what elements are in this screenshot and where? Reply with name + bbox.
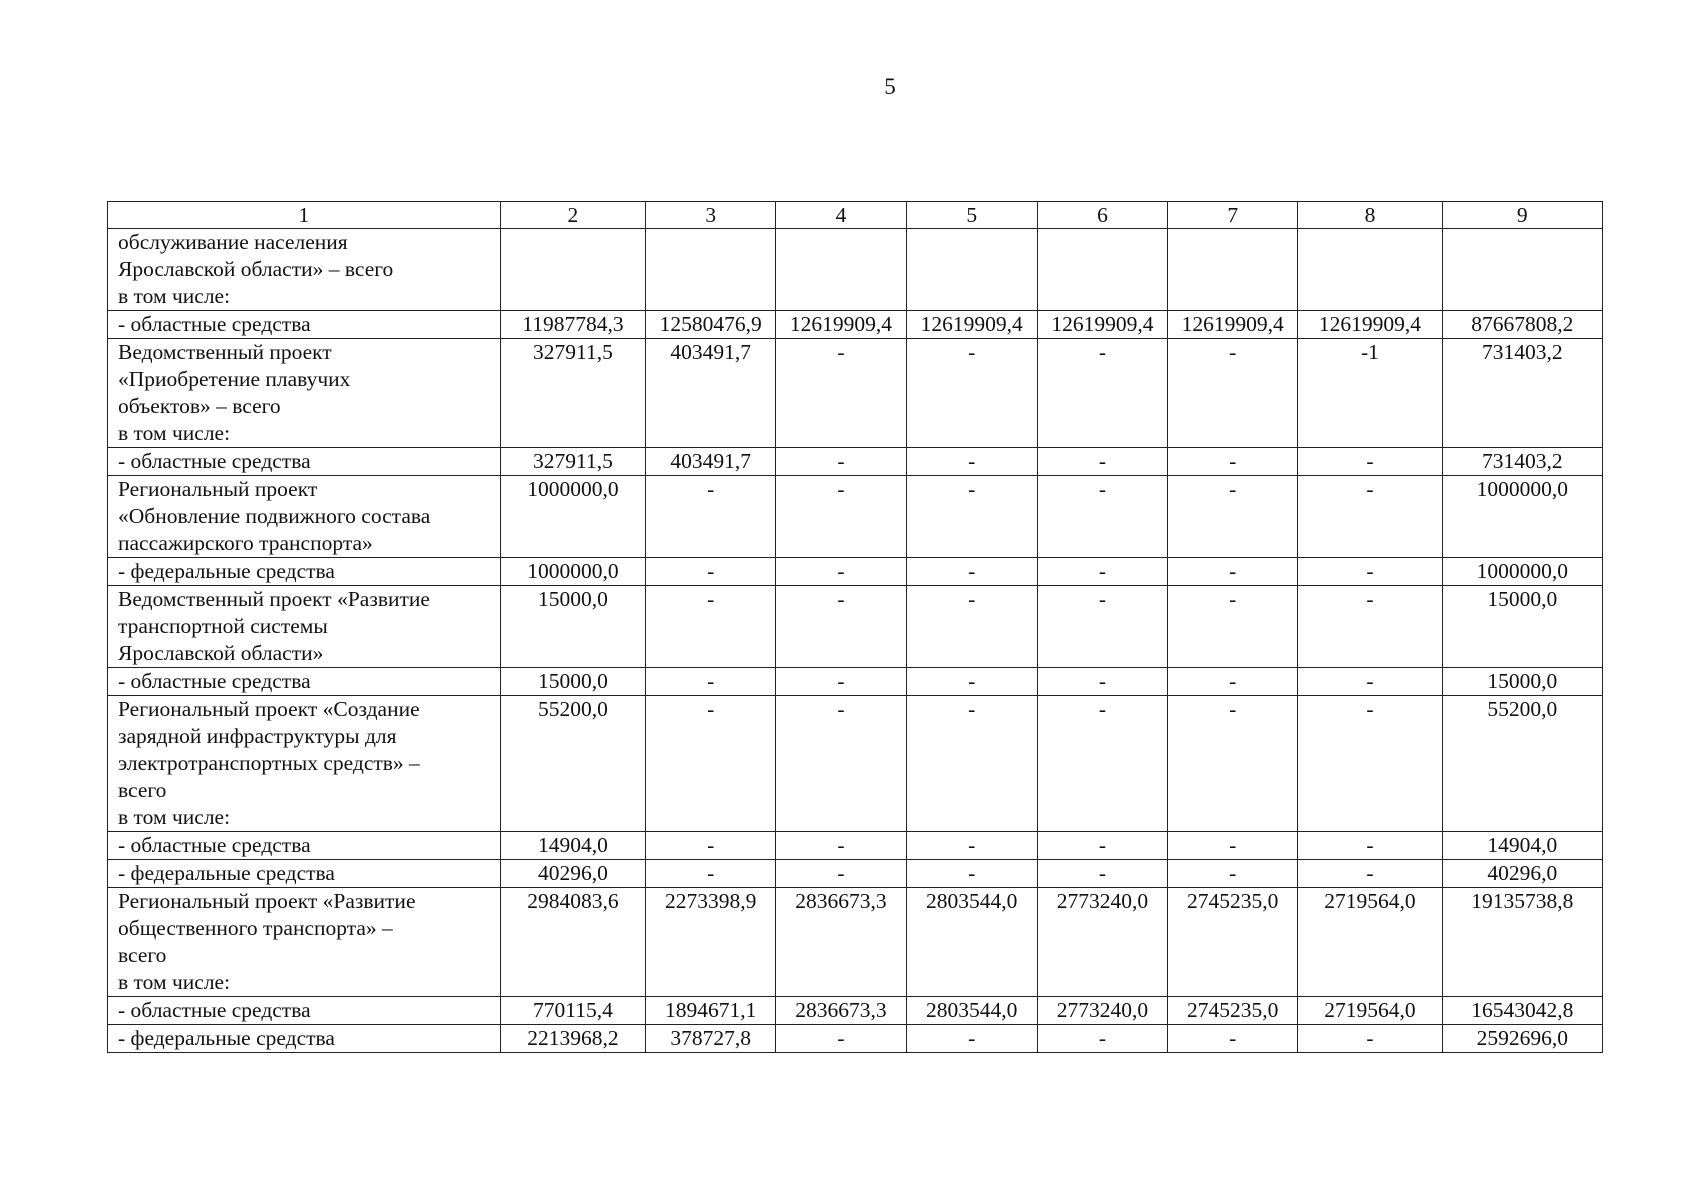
value-cell: - [1298,1025,1442,1053]
budget-table [107,201,1603,1053]
value-cell [646,229,776,311]
value-cell: 2773240,0 [1037,997,1167,1025]
value-cell: - [646,860,776,888]
column-header: 9 [1442,202,1602,229]
value-cell: - [1298,448,1442,476]
row-label-line: в том числе: [118,421,231,445]
column-header: 2 [500,202,645,229]
column-header: 7 [1168,202,1298,229]
value-cell: - [776,448,906,476]
value-cell: - [776,586,906,668]
row-label-line: Ярославской области» – всего [118,257,394,281]
value-cell [1037,229,1167,311]
table-row [108,476,1603,558]
table-row [108,311,1603,339]
value-cell [1298,229,1442,311]
table-header-row [108,202,1603,229]
row-label-line: пассажирского транспорта» [118,531,373,555]
row-label [108,1025,501,1053]
row-label-line: - федеральные средства [118,1026,335,1050]
value-cell: 55200,0 [500,696,645,832]
value-cell: 12619909,4 [1298,311,1442,339]
value-cell: - [906,1025,1037,1053]
value-cell: - [1037,448,1167,476]
value-cell: - [776,696,906,832]
value-cell: - [1037,860,1167,888]
value-cell: 1894671,1 [646,997,776,1025]
row-label-line: - областные средства [118,998,311,1022]
row-label-line: Ярославской области» [118,641,324,665]
row-label [108,558,501,586]
value-cell: - [1168,558,1298,586]
column-header: 1 [108,202,501,229]
value-cell: - [1168,448,1298,476]
value-cell: 14904,0 [500,832,645,860]
value-cell: - [1037,696,1167,832]
column-header: 8 [1298,202,1442,229]
value-cell: 16543042,8 [1442,997,1602,1025]
column-header: 6 [1037,202,1167,229]
value-cell: 1000000,0 [500,558,645,586]
value-cell: - [906,339,1037,448]
value-cell: 2273398,9 [646,888,776,997]
table-row [108,997,1603,1025]
value-cell: -1 [1298,339,1442,448]
value-cell: - [646,832,776,860]
value-cell: 12619909,4 [776,311,906,339]
value-cell: 327911,5 [500,448,645,476]
value-cell: 1000000,0 [500,476,645,558]
value-cell: - [1168,1025,1298,1053]
row-label [108,339,501,448]
value-cell: - [646,558,776,586]
value-cell: 2719564,0 [1298,997,1442,1025]
value-cell: 11987784,3 [500,311,645,339]
value-cell: 327911,5 [500,339,645,448]
value-cell: - [1168,339,1298,448]
row-label [108,229,501,311]
value-cell: - [1037,668,1167,696]
table-row [108,586,1603,668]
row-label [108,696,501,832]
value-cell: - [1168,832,1298,860]
row-label-line: «Обновление подвижного состава [118,504,431,528]
value-cell: - [1168,668,1298,696]
value-cell: - [646,476,776,558]
row-label [108,668,501,696]
value-cell: 403491,7 [646,448,776,476]
value-cell: - [646,696,776,832]
value-cell: - [776,668,906,696]
value-cell: 2984083,6 [500,888,645,997]
row-label-line: зарядной инфраструктуры для [118,724,397,748]
value-cell: - [1037,832,1167,860]
value-cell: - [1298,832,1442,860]
row-label-line: всего [118,943,167,967]
value-cell: - [776,1025,906,1053]
value-cell: 12619909,4 [1168,311,1298,339]
value-cell: 40296,0 [1442,860,1602,888]
row-label-line: Региональный проект «Создание [118,697,420,721]
value-cell: 19135738,8 [1442,888,1602,997]
value-cell: 2745235,0 [1168,997,1298,1025]
value-cell: - [1168,476,1298,558]
row-label-line: - областные средства [118,449,311,473]
value-cell: - [646,668,776,696]
value-cell [500,229,645,311]
value-cell [776,229,906,311]
value-cell [1442,229,1602,311]
value-cell: 2773240,0 [1037,888,1167,997]
value-cell: 87667808,2 [1442,311,1602,339]
value-cell: 2836673,3 [776,888,906,997]
row-label-line: Региональный проект [118,477,318,501]
value-cell: - [906,832,1037,860]
table-row [108,448,1603,476]
value-cell: - [1037,586,1167,668]
value-cell: - [906,448,1037,476]
row-label [108,448,501,476]
value-cell: - [1168,696,1298,832]
value-cell: 731403,2 [1442,448,1602,476]
value-cell: 55200,0 [1442,696,1602,832]
table-row [108,1025,1603,1053]
row-label [108,476,501,558]
row-label-line: в том числе: [118,805,231,829]
row-label-line: всего [118,778,167,802]
value-cell: 731403,2 [1442,339,1602,448]
value-cell: 2803544,0 [906,888,1037,997]
row-label [108,860,501,888]
row-label-line: Региональный проект «Развитие [118,889,416,913]
value-cell: - [1168,586,1298,668]
row-label-line: - областные средства [118,669,311,693]
value-cell: 403491,7 [646,339,776,448]
row-label-line: транспортной системы [118,614,328,638]
column-header: 3 [646,202,776,229]
value-cell: - [1037,558,1167,586]
table-row [108,888,1603,997]
row-label-line: - областные средства [118,833,311,857]
column-header: 4 [776,202,906,229]
value-cell: - [1298,696,1442,832]
value-cell: - [906,696,1037,832]
value-cell: 1000000,0 [1442,476,1602,558]
table-row [108,696,1603,832]
table-row [108,860,1603,888]
row-label-line: обслуживание населения [118,230,348,254]
row-label-line: «Приобретение плавучих [118,367,351,391]
table-row [108,558,1603,586]
row-label-line: - федеральные средства [118,861,335,885]
value-cell: - [1298,558,1442,586]
value-cell: - [1298,860,1442,888]
value-cell: - [1168,860,1298,888]
value-cell: - [776,832,906,860]
value-cell: - [906,558,1037,586]
table-row [108,339,1603,448]
value-cell: 2836673,3 [776,997,906,1025]
table-row [108,229,1603,311]
value-cell: 2592696,0 [1442,1025,1602,1053]
value-cell: 2745235,0 [1168,888,1298,997]
table-row [108,668,1603,696]
value-cell: - [1298,476,1442,558]
value-cell: 15000,0 [500,668,645,696]
row-label-line: электротранспортных средств» – [118,751,420,775]
value-cell: - [776,558,906,586]
value-cell: 2719564,0 [1298,888,1442,997]
value-cell: 12619909,4 [1037,311,1167,339]
row-label-line: объектов» – всего [118,394,281,418]
row-label [108,832,501,860]
value-cell: - [1037,339,1167,448]
value-cell: 378727,8 [646,1025,776,1053]
row-label-line: - федеральные средства [118,559,335,583]
value-cell: 1000000,0 [1442,558,1602,586]
value-cell: - [1037,1025,1167,1053]
value-cell: - [1298,668,1442,696]
column-header: 5 [906,202,1037,229]
value-cell: 15000,0 [1442,668,1602,696]
row-label [108,888,501,997]
row-label-line: Ведомственный проект [118,340,332,364]
page-number: 5 [884,74,896,99]
value-cell: - [906,476,1037,558]
value-cell: - [646,586,776,668]
row-label-line: в том числе: [118,284,231,308]
value-cell: 14904,0 [1442,832,1602,860]
value-cell: 15000,0 [1442,586,1602,668]
value-cell: 2213968,2 [500,1025,645,1053]
value-cell: - [1298,586,1442,668]
row-label-line: - областные средства [118,312,311,336]
row-label-line: Ведомственный проект «Развитие [118,587,430,611]
value-cell [906,229,1037,311]
value-cell: 770115,4 [500,997,645,1025]
value-cell: 2803544,0 [906,997,1037,1025]
value-cell: - [1037,476,1167,558]
table-row [108,832,1603,860]
value-cell: 12619909,4 [906,311,1037,339]
value-cell: 40296,0 [500,860,645,888]
row-label [108,311,501,339]
value-cell: - [906,586,1037,668]
value-cell: - [906,860,1037,888]
value-cell [1168,229,1298,311]
row-label [108,997,501,1025]
row-label-line: общественного транспорта» – [118,916,393,940]
value-cell: - [776,476,906,558]
row-label-line: в том числе: [118,970,231,994]
value-cell: - [906,668,1037,696]
value-cell: - [776,860,906,888]
value-cell: 15000,0 [500,586,645,668]
row-label [108,586,501,668]
value-cell: - [776,339,906,448]
value-cell: 12580476,9 [646,311,776,339]
